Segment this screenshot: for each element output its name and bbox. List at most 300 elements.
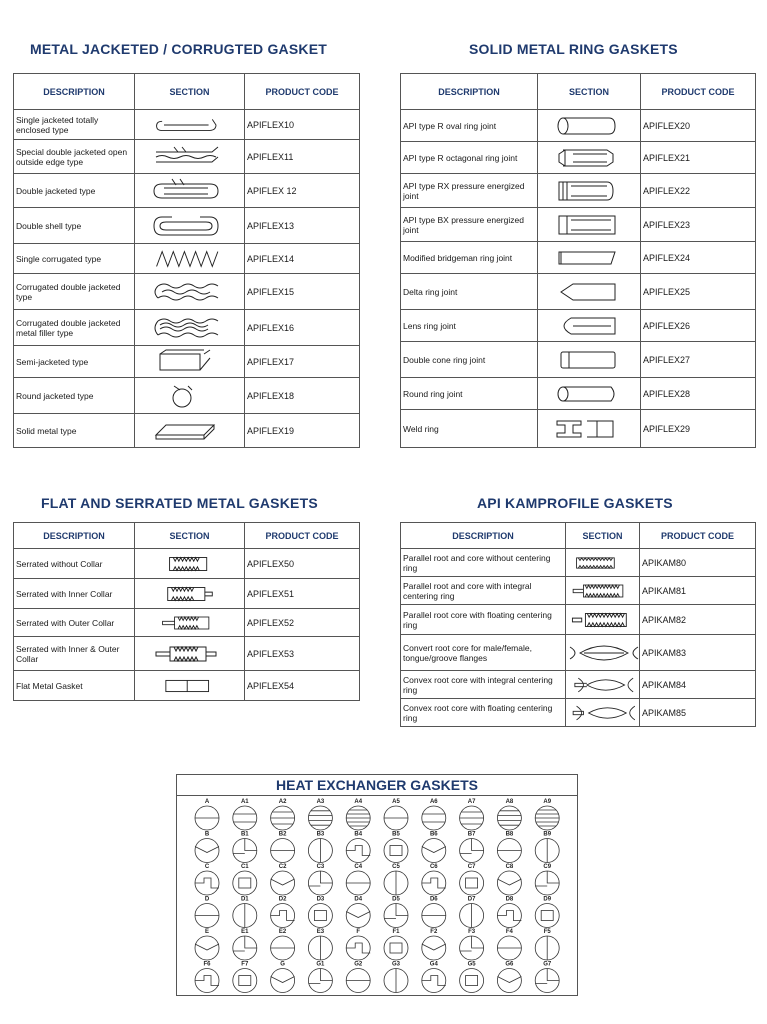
table-row bbox=[14, 549, 360, 579]
gasket-label: E3 bbox=[316, 929, 325, 935]
serrated-outer-collar-icon bbox=[152, 611, 228, 635]
table-row bbox=[14, 579, 360, 609]
gasket-label: C7 bbox=[467, 864, 476, 870]
gasket-label: G5 bbox=[467, 961, 476, 968]
gasket-label: F4 bbox=[505, 929, 513, 935]
gasket-label: G bbox=[280, 961, 285, 968]
gasket-pattern-f bbox=[346, 929, 370, 960]
row-section bbox=[538, 174, 641, 208]
row-product-code: APIFLEX24 bbox=[641, 242, 756, 274]
gasket-label: G4 bbox=[429, 961, 438, 968]
row-section bbox=[566, 671, 640, 699]
rx-ring-icon bbox=[551, 177, 627, 205]
row-description: Round ring joint bbox=[401, 378, 538, 410]
row-section bbox=[538, 410, 641, 448]
gasket-pattern-g4 bbox=[422, 962, 446, 993]
table-row bbox=[401, 274, 756, 310]
row-description: Serrated with Inner & Outer Collar bbox=[14, 637, 135, 671]
double-jacketed-icon bbox=[152, 177, 228, 205]
gasket-label: D9 bbox=[543, 896, 552, 903]
gasket-label: B3 bbox=[316, 831, 325, 838]
row-description: Parallel root and core with integral centering ring bbox=[401, 577, 566, 605]
gasket-pattern-c5 bbox=[384, 864, 408, 895]
gasket-label: D5 bbox=[392, 896, 400, 903]
gasket-label: D1 bbox=[240, 896, 249, 903]
row-product-code: APIFLEX28 bbox=[641, 378, 756, 410]
header-product-code: PRODUCT CODE bbox=[245, 523, 360, 549]
gasket-pattern-a3 bbox=[308, 799, 332, 830]
gasket-pattern-c2 bbox=[271, 864, 295, 895]
gasket-pattern-g3 bbox=[384, 962, 408, 993]
gasket-label: A1 bbox=[240, 799, 249, 805]
gasket-pattern-c7 bbox=[460, 864, 484, 895]
row-section bbox=[135, 346, 245, 378]
gasket-pattern-g7 bbox=[535, 962, 559, 993]
gasket-label: C4 bbox=[354, 864, 363, 870]
table-row bbox=[401, 635, 756, 671]
header-description: DESCRIPTION bbox=[401, 74, 538, 110]
weld-ring-icon bbox=[551, 415, 627, 443]
row-description: Solid metal type bbox=[14, 414, 135, 448]
row-product-code: APIFLEX14 bbox=[245, 244, 360, 274]
row-product-code: APIFLEX50 bbox=[245, 549, 360, 579]
gasket-pattern-a5 bbox=[384, 799, 408, 830]
gasket-label: F bbox=[356, 929, 361, 935]
gasket-pattern-d9 bbox=[535, 897, 559, 928]
gasket-label: A5 bbox=[392, 799, 400, 805]
table-row bbox=[14, 346, 360, 378]
table-header-row bbox=[401, 523, 756, 549]
row-section bbox=[538, 274, 641, 310]
double-cone-ring-icon bbox=[551, 346, 627, 374]
special-double-jacketed-icon bbox=[152, 143, 228, 171]
gasket-pattern-g2 bbox=[346, 962, 370, 993]
row-product-code: APIFLEX53 bbox=[245, 637, 360, 671]
table-row bbox=[401, 310, 756, 342]
row-description: Corrugated double jacketed type bbox=[14, 274, 135, 310]
gasket-label: A4 bbox=[354, 799, 363, 805]
gasket-pattern-d2 bbox=[271, 897, 295, 928]
gasket-label: C2 bbox=[278, 864, 287, 870]
row-product-code: APIFLEX52 bbox=[245, 609, 360, 637]
row-section bbox=[538, 142, 641, 174]
double-shell-icon bbox=[152, 212, 228, 240]
gasket-pattern-c4 bbox=[346, 864, 370, 895]
gasket-pattern-d8 bbox=[497, 897, 521, 928]
gasket-label: A8 bbox=[505, 799, 514, 805]
corrugated-double-jacketed-icon bbox=[152, 278, 228, 306]
gasket-pattern-b3 bbox=[308, 832, 332, 863]
row-description: API type RX pressure energized joint bbox=[401, 174, 538, 208]
gasket-pattern-a6 bbox=[422, 799, 446, 830]
row-section bbox=[135, 110, 245, 140]
gasket-pattern-b2 bbox=[271, 832, 295, 863]
table-row bbox=[401, 378, 756, 410]
header-section: SECTION bbox=[135, 74, 245, 110]
table-row bbox=[14, 609, 360, 637]
gasket-pattern-a1 bbox=[233, 799, 257, 830]
gasket-pattern-b9 bbox=[535, 832, 559, 863]
row-product-code: APIFLEX20 bbox=[641, 110, 756, 142]
table-row bbox=[14, 378, 360, 414]
gasket-label: F5 bbox=[543, 929, 551, 935]
row-section bbox=[135, 140, 245, 174]
gasket-pattern-c bbox=[195, 864, 219, 895]
table-row bbox=[401, 342, 756, 378]
metal-jacketed-title: METAL JACKETED / CORRUGTED GASKET bbox=[30, 41, 327, 57]
gasket-label: A6 bbox=[429, 799, 438, 805]
row-product-code: APIFLEX18 bbox=[245, 378, 360, 414]
kamprofile-title: API KAMPROFILE GASKETS bbox=[477, 495, 673, 511]
table-row bbox=[401, 410, 756, 448]
gasket-label: B9 bbox=[543, 831, 552, 838]
gasket-label: E bbox=[204, 929, 210, 935]
row-description: Single corrugated type bbox=[14, 244, 135, 274]
gasket-label: C3 bbox=[316, 864, 325, 870]
row-product-code: APIFLEX54 bbox=[245, 671, 360, 701]
row-description: Serrated with Outer Collar bbox=[14, 609, 135, 637]
row-product-code: APIKAM85 bbox=[640, 699, 756, 727]
row-description: Semi-jacketed type bbox=[14, 346, 135, 378]
gasket-label: A2 bbox=[278, 799, 287, 805]
gasket-pattern-a2 bbox=[271, 799, 295, 830]
gasket-label: F3 bbox=[468, 929, 476, 935]
row-description: Double cone ring joint bbox=[401, 342, 538, 378]
gasket-pattern-a8 bbox=[497, 799, 521, 830]
gasket-pattern-a9 bbox=[535, 799, 559, 830]
gasket-label: D6 bbox=[429, 896, 438, 903]
single-jacketed-icon bbox=[152, 112, 228, 138]
row-section bbox=[538, 242, 641, 274]
round-jacketed-icon bbox=[152, 382, 228, 410]
round-ring-icon bbox=[551, 380, 627, 408]
row-section bbox=[538, 310, 641, 342]
row-section bbox=[538, 110, 641, 142]
row-section bbox=[566, 549, 640, 577]
gasket-label: G6 bbox=[505, 961, 514, 968]
row-description: API type R oval ring joint bbox=[401, 110, 538, 142]
table-row bbox=[401, 699, 756, 727]
gasket-pattern-a bbox=[195, 799, 219, 830]
gasket-label: F7 bbox=[241, 961, 249, 968]
gasket-pattern-b bbox=[195, 832, 219, 863]
table-header-row bbox=[401, 74, 756, 110]
serrated-no-collar-icon bbox=[152, 551, 228, 577]
gasket-pattern-a4 bbox=[346, 799, 370, 830]
gasket-label: A bbox=[204, 799, 210, 805]
table-row bbox=[14, 208, 360, 244]
table-row bbox=[14, 637, 360, 671]
solid-ring-table bbox=[400, 73, 756, 448]
row-product-code: APIFLEX 12 bbox=[245, 174, 360, 208]
row-section bbox=[135, 637, 245, 671]
row-product-code: APIFLEX25 bbox=[641, 274, 756, 310]
row-product-code: APIFLEX19 bbox=[245, 414, 360, 448]
gasket-label: D8 bbox=[505, 896, 514, 903]
gasket-label: B5 bbox=[392, 831, 400, 838]
row-description: Modified bridgeman ring joint bbox=[401, 242, 538, 274]
row-product-code: APIFLEX10 bbox=[245, 110, 360, 140]
gasket-label: C1 bbox=[240, 864, 249, 870]
row-section bbox=[135, 579, 245, 609]
gasket-pattern-b8 bbox=[497, 832, 521, 863]
row-description: Convex root core with floating centering ring bbox=[401, 699, 566, 727]
gasket-pattern-d7 bbox=[460, 897, 484, 928]
bx-ring-icon bbox=[551, 211, 627, 239]
gasket-pattern-c8 bbox=[497, 864, 521, 895]
row-description: Serrated without Collar bbox=[14, 549, 135, 579]
kamprofile-table bbox=[400, 522, 756, 727]
gasket-label: A7 bbox=[467, 799, 476, 805]
gasket-pattern-d6 bbox=[422, 897, 446, 928]
table-row bbox=[401, 549, 756, 577]
row-description: Corrugated double jacketed metal filler type bbox=[14, 310, 135, 346]
flat-serrated-table bbox=[13, 522, 360, 701]
row-product-code: APIFLEX27 bbox=[641, 342, 756, 378]
header-product-code: PRODUCT CODE bbox=[641, 74, 756, 110]
table-row bbox=[401, 671, 756, 699]
row-product-code: APIFLEX17 bbox=[245, 346, 360, 378]
corrugated-metal-filler-icon bbox=[152, 314, 228, 342]
row-description: Round jacketed type bbox=[14, 378, 135, 414]
gasket-label: G2 bbox=[354, 961, 363, 968]
row-product-code: APIKAM80 bbox=[640, 549, 756, 577]
row-product-code: APIFLEX11 bbox=[245, 140, 360, 174]
gasket-label: B7 bbox=[467, 831, 476, 838]
gasket-pattern-g5 bbox=[460, 962, 484, 993]
gasket-pattern-g bbox=[271, 962, 295, 993]
delta-ring-icon bbox=[551, 278, 627, 306]
row-product-code: APIFLEX15 bbox=[245, 274, 360, 310]
gasket-label: C8 bbox=[505, 864, 514, 870]
row-section bbox=[135, 310, 245, 346]
table-row bbox=[401, 208, 756, 242]
gasket-label: D2 bbox=[278, 896, 287, 903]
gasket-pattern-b6 bbox=[422, 832, 446, 863]
solid-ring-title: SOLID METAL RING GASKETS bbox=[469, 41, 678, 57]
gasket-pattern-f4 bbox=[497, 929, 521, 960]
row-section bbox=[135, 378, 245, 414]
heat-exchanger-grid bbox=[177, 795, 577, 995]
flat-serrated-title: FLAT AND SERRATED METAL GASKETS bbox=[41, 495, 318, 511]
oval-ring-icon bbox=[551, 112, 627, 140]
kamprofile-convex-icon bbox=[566, 639, 640, 667]
row-description: Convert root core for male/female, tongue/groove flanges bbox=[401, 635, 566, 671]
table-row bbox=[14, 671, 360, 701]
gasket-pattern-b5 bbox=[384, 832, 408, 863]
gasket-pattern-c3 bbox=[308, 864, 332, 895]
gasket-pattern-c1 bbox=[233, 864, 257, 895]
row-section bbox=[538, 208, 641, 242]
row-product-code: APIFLEX23 bbox=[641, 208, 756, 242]
row-section bbox=[135, 671, 245, 701]
gasket-pattern-a7 bbox=[460, 799, 484, 830]
bridgeman-ring-icon bbox=[551, 244, 627, 272]
solid-metal-icon bbox=[152, 417, 228, 445]
table-row bbox=[401, 577, 756, 605]
table-row bbox=[14, 274, 360, 310]
row-description: Special double jacketed open outside edge type bbox=[14, 140, 135, 174]
row-section bbox=[135, 208, 245, 244]
table-row bbox=[401, 174, 756, 208]
gasket-pattern-d5 bbox=[384, 897, 408, 928]
gasket-label: G3 bbox=[391, 961, 401, 968]
row-description: Convex root core with integral centering ring bbox=[401, 671, 566, 699]
row-section bbox=[135, 174, 245, 208]
heat-exchanger-panel bbox=[176, 774, 578, 996]
serrated-inner-collar-icon bbox=[152, 581, 228, 607]
row-section bbox=[566, 577, 640, 605]
gasket-pattern-c9 bbox=[535, 864, 559, 895]
gasket-pattern-f3 bbox=[460, 929, 484, 960]
gasket-pattern-e3 bbox=[308, 929, 332, 960]
gasket-pattern-g1 bbox=[308, 962, 332, 993]
row-description: Double shell type bbox=[14, 208, 135, 244]
header-description: DESCRIPTION bbox=[401, 523, 566, 549]
gasket-label: G1 bbox=[316, 961, 325, 968]
gasket-label: C9 bbox=[543, 864, 552, 870]
row-section bbox=[538, 342, 641, 378]
row-product-code: APIFLEX26 bbox=[641, 310, 756, 342]
row-product-code: APIFLEX16 bbox=[245, 310, 360, 346]
header-section: SECTION bbox=[135, 523, 245, 549]
gasket-label: B1 bbox=[240, 831, 249, 838]
gasket-pattern-b4 bbox=[346, 832, 370, 863]
row-description: Parallel root and core without centering ring bbox=[401, 549, 566, 577]
row-description: API type R octagonal ring joint bbox=[401, 142, 538, 174]
single-corrugated-icon bbox=[152, 246, 228, 272]
row-description: API type BX pressure energized joint bbox=[401, 208, 538, 242]
gasket-pattern-b7 bbox=[460, 832, 484, 863]
gasket-label: B4 bbox=[354, 831, 363, 838]
gasket-pattern-e bbox=[195, 929, 219, 960]
table-row bbox=[401, 110, 756, 142]
table-row bbox=[401, 605, 756, 635]
gasket-pattern-c6 bbox=[422, 864, 446, 895]
row-description: Parallel root core with floating centering ring bbox=[401, 605, 566, 635]
row-section bbox=[135, 549, 245, 579]
header-description: DESCRIPTION bbox=[14, 523, 135, 549]
metal-jacketed-table bbox=[13, 73, 360, 448]
row-product-code: APIFLEX22 bbox=[641, 174, 756, 208]
gasket-label: G7 bbox=[543, 961, 552, 968]
table-row bbox=[14, 174, 360, 208]
gasket-label: B6 bbox=[429, 831, 438, 838]
row-section bbox=[566, 605, 640, 635]
gasket-pattern-f5 bbox=[535, 929, 559, 960]
row-description: Flat Metal Gasket bbox=[14, 671, 135, 701]
row-section bbox=[135, 274, 245, 310]
serrated-inner-outer-collar-icon bbox=[152, 640, 228, 668]
gasket-label: C5 bbox=[392, 864, 400, 870]
gasket-label: C6 bbox=[429, 864, 438, 870]
octagonal-ring-icon bbox=[551, 144, 627, 172]
table-row bbox=[14, 244, 360, 274]
lens-ring-icon bbox=[551, 312, 627, 340]
gasket-label: B8 bbox=[505, 831, 514, 838]
header-product-code: PRODUCT CODE bbox=[640, 523, 756, 549]
row-product-code: APIFLEX29 bbox=[641, 410, 756, 448]
row-description: Serrated with Inner Collar bbox=[14, 579, 135, 609]
gasket-label: A9 bbox=[543, 799, 552, 805]
gasket-label: D7 bbox=[467, 896, 476, 903]
header-section: SECTION bbox=[538, 74, 641, 110]
gasket-label: E1 bbox=[241, 929, 249, 935]
gasket-label: B2 bbox=[278, 831, 287, 838]
row-product-code: APIKAM82 bbox=[640, 605, 756, 635]
row-description: Delta ring joint bbox=[401, 274, 538, 310]
kamprofile-floating-ring-icon bbox=[566, 607, 640, 633]
table-row bbox=[14, 310, 360, 346]
row-section bbox=[135, 414, 245, 448]
table-row bbox=[14, 140, 360, 174]
row-description: Lens ring joint bbox=[401, 310, 538, 342]
table-header-row bbox=[14, 523, 360, 549]
row-section bbox=[135, 609, 245, 637]
gasket-pattern-f1 bbox=[384, 929, 408, 960]
row-product-code: APIFLEX21 bbox=[641, 142, 756, 174]
row-description: Double jacketed type bbox=[14, 174, 135, 208]
row-section bbox=[538, 378, 641, 410]
kamprofile-integral-ring-icon bbox=[566, 579, 640, 603]
gasket-pattern-d1 bbox=[233, 897, 257, 928]
row-product-code: APIKAM83 bbox=[640, 635, 756, 671]
row-product-code: APIFLEX13 bbox=[245, 208, 360, 244]
gasket-pattern-b1 bbox=[233, 832, 257, 863]
gasket-pattern-e1 bbox=[233, 929, 257, 960]
table-row bbox=[401, 142, 756, 174]
row-section bbox=[566, 635, 640, 671]
gasket-pattern-d bbox=[195, 897, 219, 928]
heat-exchanger-title: HEAT EXCHANGER GASKETS bbox=[177, 775, 577, 796]
gasket-label: B bbox=[204, 831, 210, 838]
gasket-pattern-f7 bbox=[233, 962, 257, 993]
gasket-label: F6 bbox=[203, 961, 211, 968]
gasket-pattern-d3 bbox=[308, 897, 332, 928]
gasket-pattern-d4 bbox=[346, 897, 370, 928]
gasket-pattern-f2 bbox=[422, 929, 446, 960]
kamprofile-convex-integral-icon bbox=[566, 673, 640, 697]
gasket-label: D bbox=[204, 896, 210, 903]
row-product-code: APIFLEX51 bbox=[245, 579, 360, 609]
kamprofile-parallel-icon bbox=[566, 551, 640, 575]
gasket-pattern-f6 bbox=[195, 962, 219, 993]
row-description: Weld ring bbox=[401, 410, 538, 448]
kamprofile-convex-floating-icon bbox=[566, 701, 640, 725]
flat-metal-icon bbox=[152, 673, 228, 699]
gasket-label: F1 bbox=[392, 929, 400, 935]
row-section bbox=[135, 244, 245, 274]
header-description: DESCRIPTION bbox=[14, 74, 135, 110]
table-row bbox=[14, 110, 360, 140]
table-row bbox=[401, 242, 756, 274]
row-description: Single jacketed totally enclosed type bbox=[14, 110, 135, 140]
gasket-label: F2 bbox=[430, 929, 438, 935]
gasket-label: E2 bbox=[278, 929, 287, 935]
gasket-pattern-e2 bbox=[271, 929, 295, 960]
gasket-label: D3 bbox=[316, 896, 325, 903]
row-product-code: APIKAM84 bbox=[640, 671, 756, 699]
row-section bbox=[566, 699, 640, 727]
header-product-code: PRODUCT CODE bbox=[245, 74, 360, 110]
semi-jacketed-icon bbox=[152, 348, 228, 376]
gasket-label: A3 bbox=[316, 799, 325, 805]
row-product-code: APIKAM81 bbox=[640, 577, 756, 605]
table-header-row bbox=[14, 74, 360, 110]
table-row bbox=[14, 414, 360, 448]
gasket-pattern-g6 bbox=[497, 962, 521, 993]
header-section: SECTION bbox=[566, 523, 640, 549]
